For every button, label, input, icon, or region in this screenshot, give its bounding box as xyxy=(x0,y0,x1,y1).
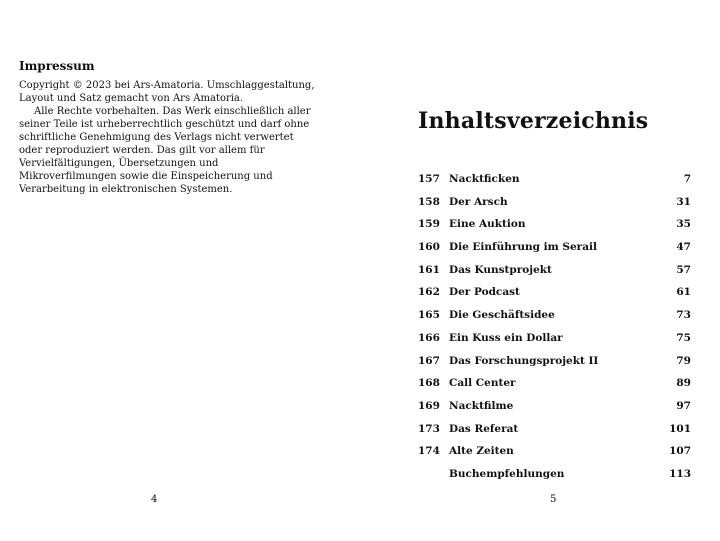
impressum-heading: Impressum xyxy=(19,59,95,73)
toc-entry-number: 158 xyxy=(418,195,440,208)
toc-entry-number: 173 xyxy=(418,422,440,435)
toc-entry-page: 79 xyxy=(676,354,691,367)
toc-entry-page: 35 xyxy=(676,218,691,231)
toc-entry-number: 162 xyxy=(418,286,440,299)
toc-entry xyxy=(418,173,691,196)
toc-entry-page: 75 xyxy=(676,331,691,344)
toc-entry-page: 113 xyxy=(669,467,691,480)
toc-entry-title: Der Arsch xyxy=(449,195,508,208)
toc-entry-title: Eine Auktion xyxy=(449,218,526,231)
toc-heading: Inhaltsverzeichnis xyxy=(418,108,649,134)
page-number-left: 4 xyxy=(151,494,158,505)
toc-entry-title: Das Referat xyxy=(449,422,519,435)
toc-entry-page: 61 xyxy=(676,286,691,299)
toc-entry-title: Das Forschungsprojekt II xyxy=(449,354,599,367)
toc-entry-title: Ein Kuss ein Dollar xyxy=(449,331,563,344)
right-page xyxy=(360,0,720,541)
toc-entry xyxy=(418,445,691,468)
toc-entry-number: 166 xyxy=(418,331,440,344)
toc-entry-number: 161 xyxy=(418,263,440,276)
toc-entry xyxy=(418,377,691,400)
toc-entry-title: Der Podcast xyxy=(449,286,520,299)
impressum-paragraph: Alle Rechte vorbehalten. Das Werk einschließlich aller seiner Teile ist urheberrechtlich geschützt und darf ohne schriftliche Genehmigung des Verlags nicht verwertet oder reproduziert werden. Das gilt vor allem für Vervielfältigungen, Übersetzungen und Mikroverfilmungen sowie die Einspeicherung und Verarbeitung in elektronischen Systemen. xyxy=(19,106,311,195)
toc-entry-page: 97 xyxy=(676,399,691,412)
toc-entry-title: Das Kunstprojekt xyxy=(449,263,552,276)
toc-entry xyxy=(418,309,691,332)
page-number-right: 5 xyxy=(550,494,557,505)
toc-entry-title: Nacktficken xyxy=(449,173,520,185)
toc-entry-page: 101 xyxy=(669,422,691,435)
toc-entry-number: 165 xyxy=(418,309,440,322)
toc-entry-number: 169 xyxy=(418,399,440,412)
toc-entry xyxy=(418,468,691,491)
toc-entry-title: Die Einführung im Serail xyxy=(449,241,597,254)
toc-entry-page: 73 xyxy=(676,309,691,322)
toc-entry-title: Call Center xyxy=(449,377,516,390)
toc-entry-number: 167 xyxy=(418,354,440,367)
toc-entry xyxy=(418,355,691,378)
toc-entry-page: 31 xyxy=(676,195,691,208)
toc-entry-title: Nacktfilme xyxy=(449,399,514,412)
toc-entry-number: 160 xyxy=(418,241,440,254)
toc-entry xyxy=(418,196,691,219)
toc-entry-page: 107 xyxy=(669,445,691,458)
impressum-paragraph: Copyright © 2023 bei Ars-Amatoria. Umschlaggestaltung, Layout und Satz gemacht von Ars Amatoria. xyxy=(19,80,315,104)
toc-entry-page: 57 xyxy=(676,263,691,276)
toc-entry-page: 89 xyxy=(676,377,691,390)
toc-entry-title: Buchempfehlungen xyxy=(449,467,565,480)
toc-entry xyxy=(418,264,691,287)
toc-entry-page: 7 xyxy=(683,173,691,185)
toc-entry xyxy=(418,241,691,264)
toc-entry-number: 174 xyxy=(418,445,440,458)
impressum-text xyxy=(19,79,315,196)
toc-entry xyxy=(418,423,691,446)
toc-entry xyxy=(418,286,691,309)
toc-list xyxy=(418,173,691,491)
toc-entry-page: 47 xyxy=(676,241,691,254)
toc-entry-title: Alte Zeiten xyxy=(449,445,514,458)
toc-entry-number: 168 xyxy=(418,377,440,390)
toc-entry-number: 157 xyxy=(418,173,440,185)
toc-entry-title: Die Geschäftsidee xyxy=(449,309,555,322)
toc-entry xyxy=(418,218,691,241)
toc-entry-number: 159 xyxy=(418,218,440,231)
toc-entry xyxy=(418,400,691,423)
toc-entry xyxy=(418,332,691,355)
